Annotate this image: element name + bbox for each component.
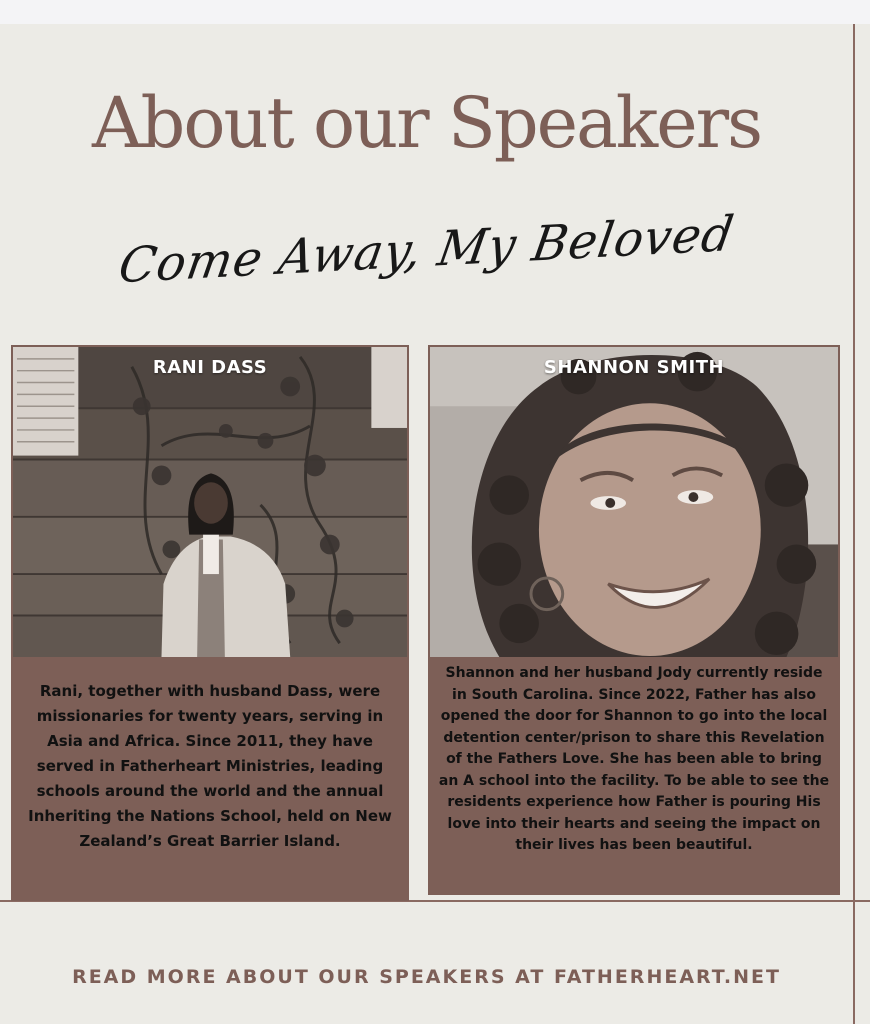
- vertical-rule: [853, 24, 855, 1024]
- speaker-bio-shannon: Shannon and her husband Jody currently reside in South Carolina. Since 2022, Father has also opened the door for Shannon to go into the local detention center/prison to share this Revelation of the Fathers Love. She has been able to bring an A school into the facility. To be able to see the residents experience how Father is pouring His love into their hearts and seeing the impact on their lives has been beautiful.: [428, 659, 840, 895]
- shannon-photo-art: [430, 347, 838, 657]
- rani-photo-art: [13, 347, 407, 657]
- speaker-card-shannon: [428, 345, 840, 895]
- top-bar: [0, 0, 870, 24]
- speaker-card-rani: [11, 345, 409, 901]
- speaker-bio-rani: Rani, together with husband Dass, were missionaries for twenty years, serving in Asia and Africa. Since 2011, they have served in Fatherheart Ministries, leading schools around the world and the annual Inheriting the Nations School, held on New Zealand’s Great Barrier Island.: [11, 659, 409, 901]
- page-title: About our Speakers: [91, 82, 762, 164]
- speaker-photo-shannon: [428, 345, 840, 659]
- script-subtitle: Come Away, My Beloved: [114, 205, 739, 295]
- speaker-photo-rani: [11, 345, 409, 659]
- speaker-name-shannon: SHANNON SMITH: [543, 357, 725, 378]
- footer-link-text[interactable]: READ MORE ABOUT OUR SPEAKERS AT FATHERHEART.NET: [72, 966, 781, 988]
- speaker-name-rani: RANI DASS: [152, 357, 268, 378]
